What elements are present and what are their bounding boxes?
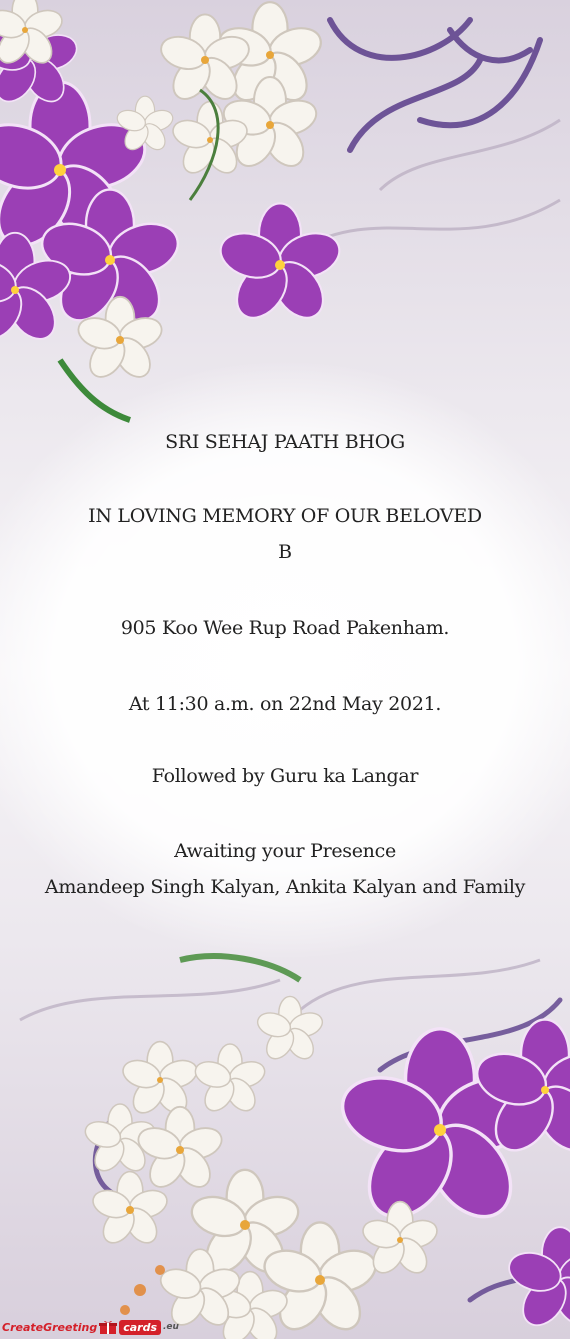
brand-watermark[interactable] [2, 1319, 179, 1335]
name-line: B [278, 541, 292, 563]
event-title: SRI SEHAJ PAATH BHOG [165, 431, 405, 453]
brand-suffix: .eu [163, 1322, 179, 1332]
brand-badge: cards [119, 1320, 161, 1335]
address-line: 905 Koo Wee Rup Road Pakenham. [120, 617, 450, 639]
brand-text: CreateGreeting [2, 1320, 98, 1334]
datetime-line: At 11:30 a.m. on 22nd May 2021. [128, 693, 442, 715]
closing-line: Awaiting your Presence [174, 840, 396, 862]
memory-line: IN LOVING MEMORY OF OUR BELOVED [88, 505, 482, 527]
gift-icon [99, 1319, 117, 1335]
hosts-line: Amandeep Singh Kalyan, Ankita Kalyan and Family [44, 876, 526, 898]
followup-line: Followed by Guru ka Langar [151, 765, 419, 787]
